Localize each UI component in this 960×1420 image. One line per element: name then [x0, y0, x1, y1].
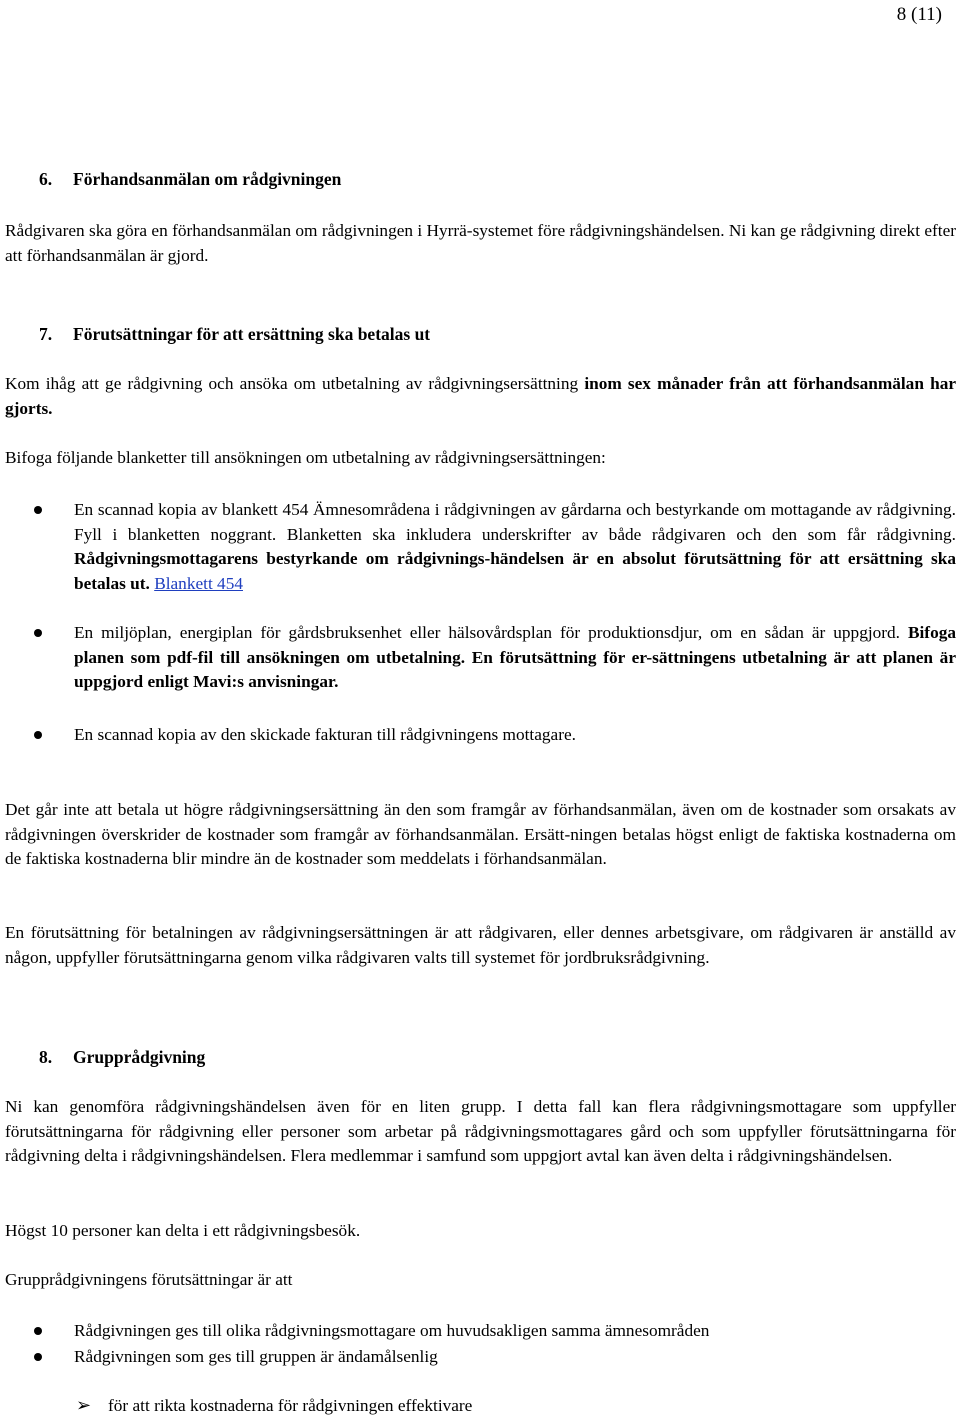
section-8-paragraph-2: Högst 10 personer kan delta i ett rådgivningsbesök.	[5, 1221, 361, 1240]
section-7-paragraph-3: Det går inte att betala ut högre rådgivningsersättning än den som framgår av förhandsanmälan, även om de kostnader som orsakats av rådgivningen överskrider de kostnader som framgår av förhandsanmälan. Ersätt-ningen betalas högst enligt de faktiska kostnaderna om de faktiska kostnaderna blir mindre än de kostnader som meddelats i förhandsanmälan.	[5, 800, 956, 868]
section-7-paragraph-2: Bifoga följande blanketter till ansökningen om utbetalning av rådgivningsersättningen:	[5, 448, 606, 467]
arrow-bullet-icon: ➢	[76, 1395, 92, 1415]
page-number: 8 (11)	[896, 4, 942, 25]
plan-requirement: Bifoga planen som pdf-fil till ansökningen om utbetalning. En förutsättning för er-sättningens utbetalning är att planen är uppgjord enligt Mavi:s anvisningar.	[74, 623, 956, 691]
bullet-icon	[34, 629, 42, 637]
list-item-same-topics: Rådgivningen ges till olika rådgivningsmottagare om huvudsakligen samma ämnesområden	[74, 1321, 710, 1340]
sub-list-item-cost-efficiency: för att rikta kostnaderna för rådgivningen effektivare	[108, 1396, 473, 1415]
plan-text: En miljöplan, energiplan för gårdsbruksenhet eller hälsovårdsplan för produktionsdjur, om en sådan är uppgjord.	[74, 623, 908, 642]
bullet-icon	[34, 1327, 42, 1335]
section-7-paragraph-1	[5, 372, 956, 421]
form-454-link[interactable]: Blankett 454	[154, 573, 243, 593]
form-454-text: En scannad kopia av blankett 454 Ämnesområdena i rådgivningen av gårdarna och bestyrkande om mottagande av rådgivning. Fyll i blanketten noggrant. Blanketten ska inkludera underskrifter av både rådgivaren och den som får rådgivning.	[74, 500, 956, 544]
section-6-number: 6.	[39, 169, 53, 189]
list-item-plan	[74, 621, 956, 695]
section-8-paragraph-1: Ni kan genomföra rådgivningshändelsen även för en liten grupp. I detta fall kan flera rådgivningsmottagare som uppfyller förutsättningarna för rådgivning eller personer som arbetar på rådgivningsmottagares gård och som uppfyller förutsättningarna för rådgivning delta i rådgivningshändelsen. Flera medlemmar i samfund som uppgjort avtal kan även delta i rådgivningshändelsen.	[5, 1097, 956, 1165]
section-6-title: Förhandsanmälan om rådgivningen	[73, 169, 342, 189]
list-item-invoice: En scannad kopia av den skickade fakturan till rådgivningens mottagare.	[74, 725, 576, 744]
section-6-paragraph: Rådgivaren ska göra en förhandsanmälan om rådgivningen i Hyrrä-systemet före rådgivningshändelsen. Ni kan ge rådgivning direkt efter att förhandsanmälan är gjord.	[5, 221, 956, 265]
section-7-heading	[39, 322, 430, 346]
section-8-number: 8.	[39, 1047, 53, 1067]
list-item-form-454	[74, 498, 956, 596]
bullet-icon	[34, 506, 42, 514]
form-454-requirement: Rådgivningsmottagarens bestyrkande om rådgivnings-händelsen är en absolut förutsättning för att ersättning ska betalas ut.	[74, 549, 956, 593]
section-7-paragraph-4: En förutsättning för betalningen av rådgivningsersättningen är att rådgivaren, eller dennes arbetsgivare, om rådgivaren är anställd av någon, uppfyller förutsättningarna genom vilka rådgivaren valts till systemet för jordbruksrådgivning.	[5, 923, 956, 967]
list-item-appropriate: Rådgivningen som ges till gruppen är ändamålsenlig	[74, 1347, 438, 1366]
section-7-title: Förutsättningar för att ersättning ska betalas ut	[73, 324, 431, 344]
bullet-icon	[34, 731, 42, 739]
section-8-paragraph-3: Grupprådgivningens förutsättningar är att	[5, 1270, 293, 1289]
section-6-heading	[39, 167, 341, 191]
section-7-number: 7.	[39, 324, 53, 344]
deadline-text: inom sex månader från att förhandsanmälan har gjorts.	[5, 374, 957, 418]
section-8-heading	[39, 1045, 205, 1069]
bullet-icon	[34, 1353, 42, 1361]
reminder-text: Kom ihåg att ge rådgivning och ansöka om utbetalning av rådgivningsersättning	[5, 374, 585, 393]
section-8-title: Grupprådgivning	[73, 1047, 206, 1067]
